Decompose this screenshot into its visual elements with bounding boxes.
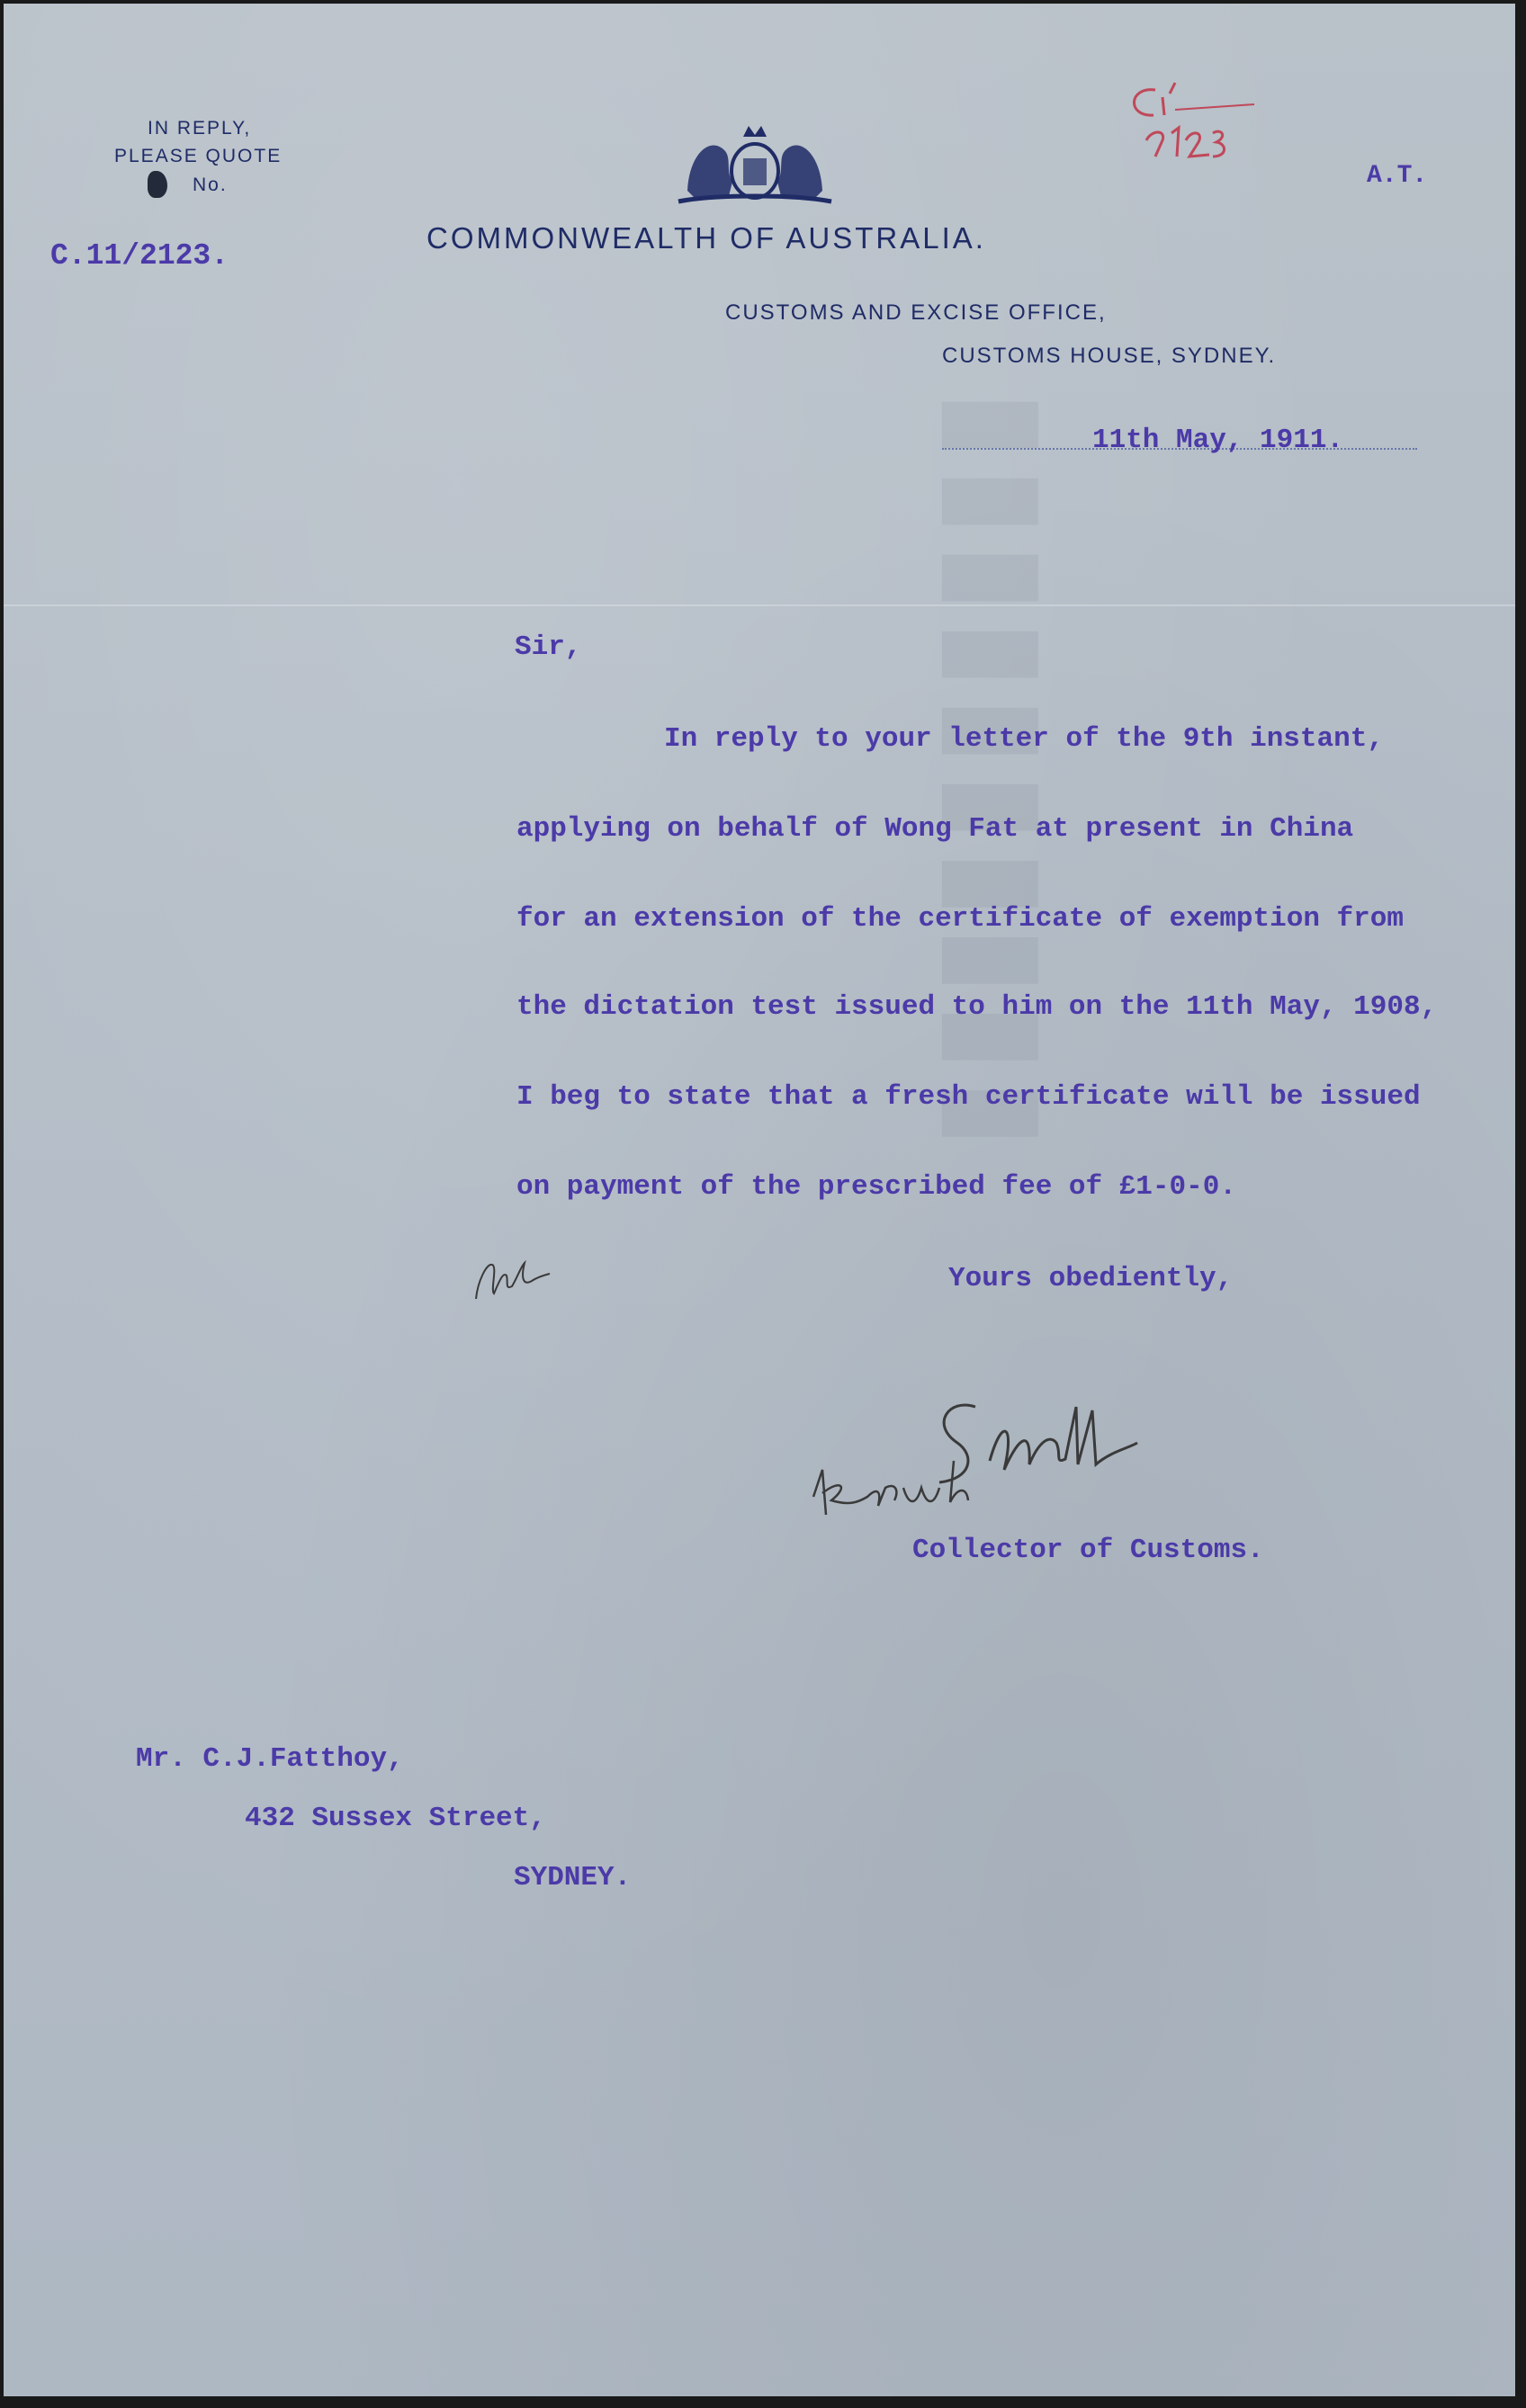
- letterhead-office: CUSTOMS AND EXCISE OFFICE,: [725, 300, 1107, 325]
- reply-box-line2: PLEASE QUOTE: [114, 146, 283, 166]
- reference-number: C.11/2123.: [50, 239, 229, 273]
- addressee-name: Mr. C.J.Fatthoy,: [136, 1743, 404, 1775]
- handwritten-annotation: [467, 1227, 557, 1308]
- body-line: applying on behalf of Wong Fat at present in China: [516, 813, 1354, 845]
- addressee-city: SYDNEY.: [514, 1862, 632, 1893]
- watermark: ▮▮▮▮▮▮▮▮▮▮: [927, 390, 1074, 1156]
- coat-of-arms-crest: [669, 119, 840, 205]
- fold-line: [4, 604, 1515, 606]
- reply-box-line1: IN REPLY,: [148, 118, 252, 139]
- closing: Yours obediently,: [948, 1263, 1234, 1294]
- reply-box-line3: No.: [193, 175, 228, 195]
- body-line: the dictation test issued to him on the 11th May, 1908,: [516, 991, 1438, 1023]
- body-line: for an extension of the certificate of exemption from: [516, 903, 1404, 935]
- signature-title: Collector of Customs.: [912, 1535, 1264, 1566]
- salutation: Sir,: [515, 631, 582, 663]
- letterhead-title: COMMONWEALTH OF AUSTRALIA.: [426, 221, 986, 255]
- body-line: on payment of the prescribed fee of £1-0-0.: [516, 1171, 1236, 1203]
- letterhead-location: CUSTOMS HOUSE, SYDNEY.: [942, 344, 1277, 368]
- registry-mark-handwritten: [1119, 74, 1272, 173]
- initials: A.T.: [1367, 162, 1428, 190]
- ink-blot: [148, 171, 167, 198]
- body-line: I beg to state that a fresh certificate will be issued: [516, 1081, 1421, 1113]
- letter-sheet: [4, 4, 1515, 2396]
- addressee-street: 432 Sussex Street,: [245, 1803, 546, 1834]
- letter-date: 11th May, 1911.: [1092, 425, 1344, 456]
- body-line: In reply to your letter of the 9th instant,: [664, 723, 1384, 755]
